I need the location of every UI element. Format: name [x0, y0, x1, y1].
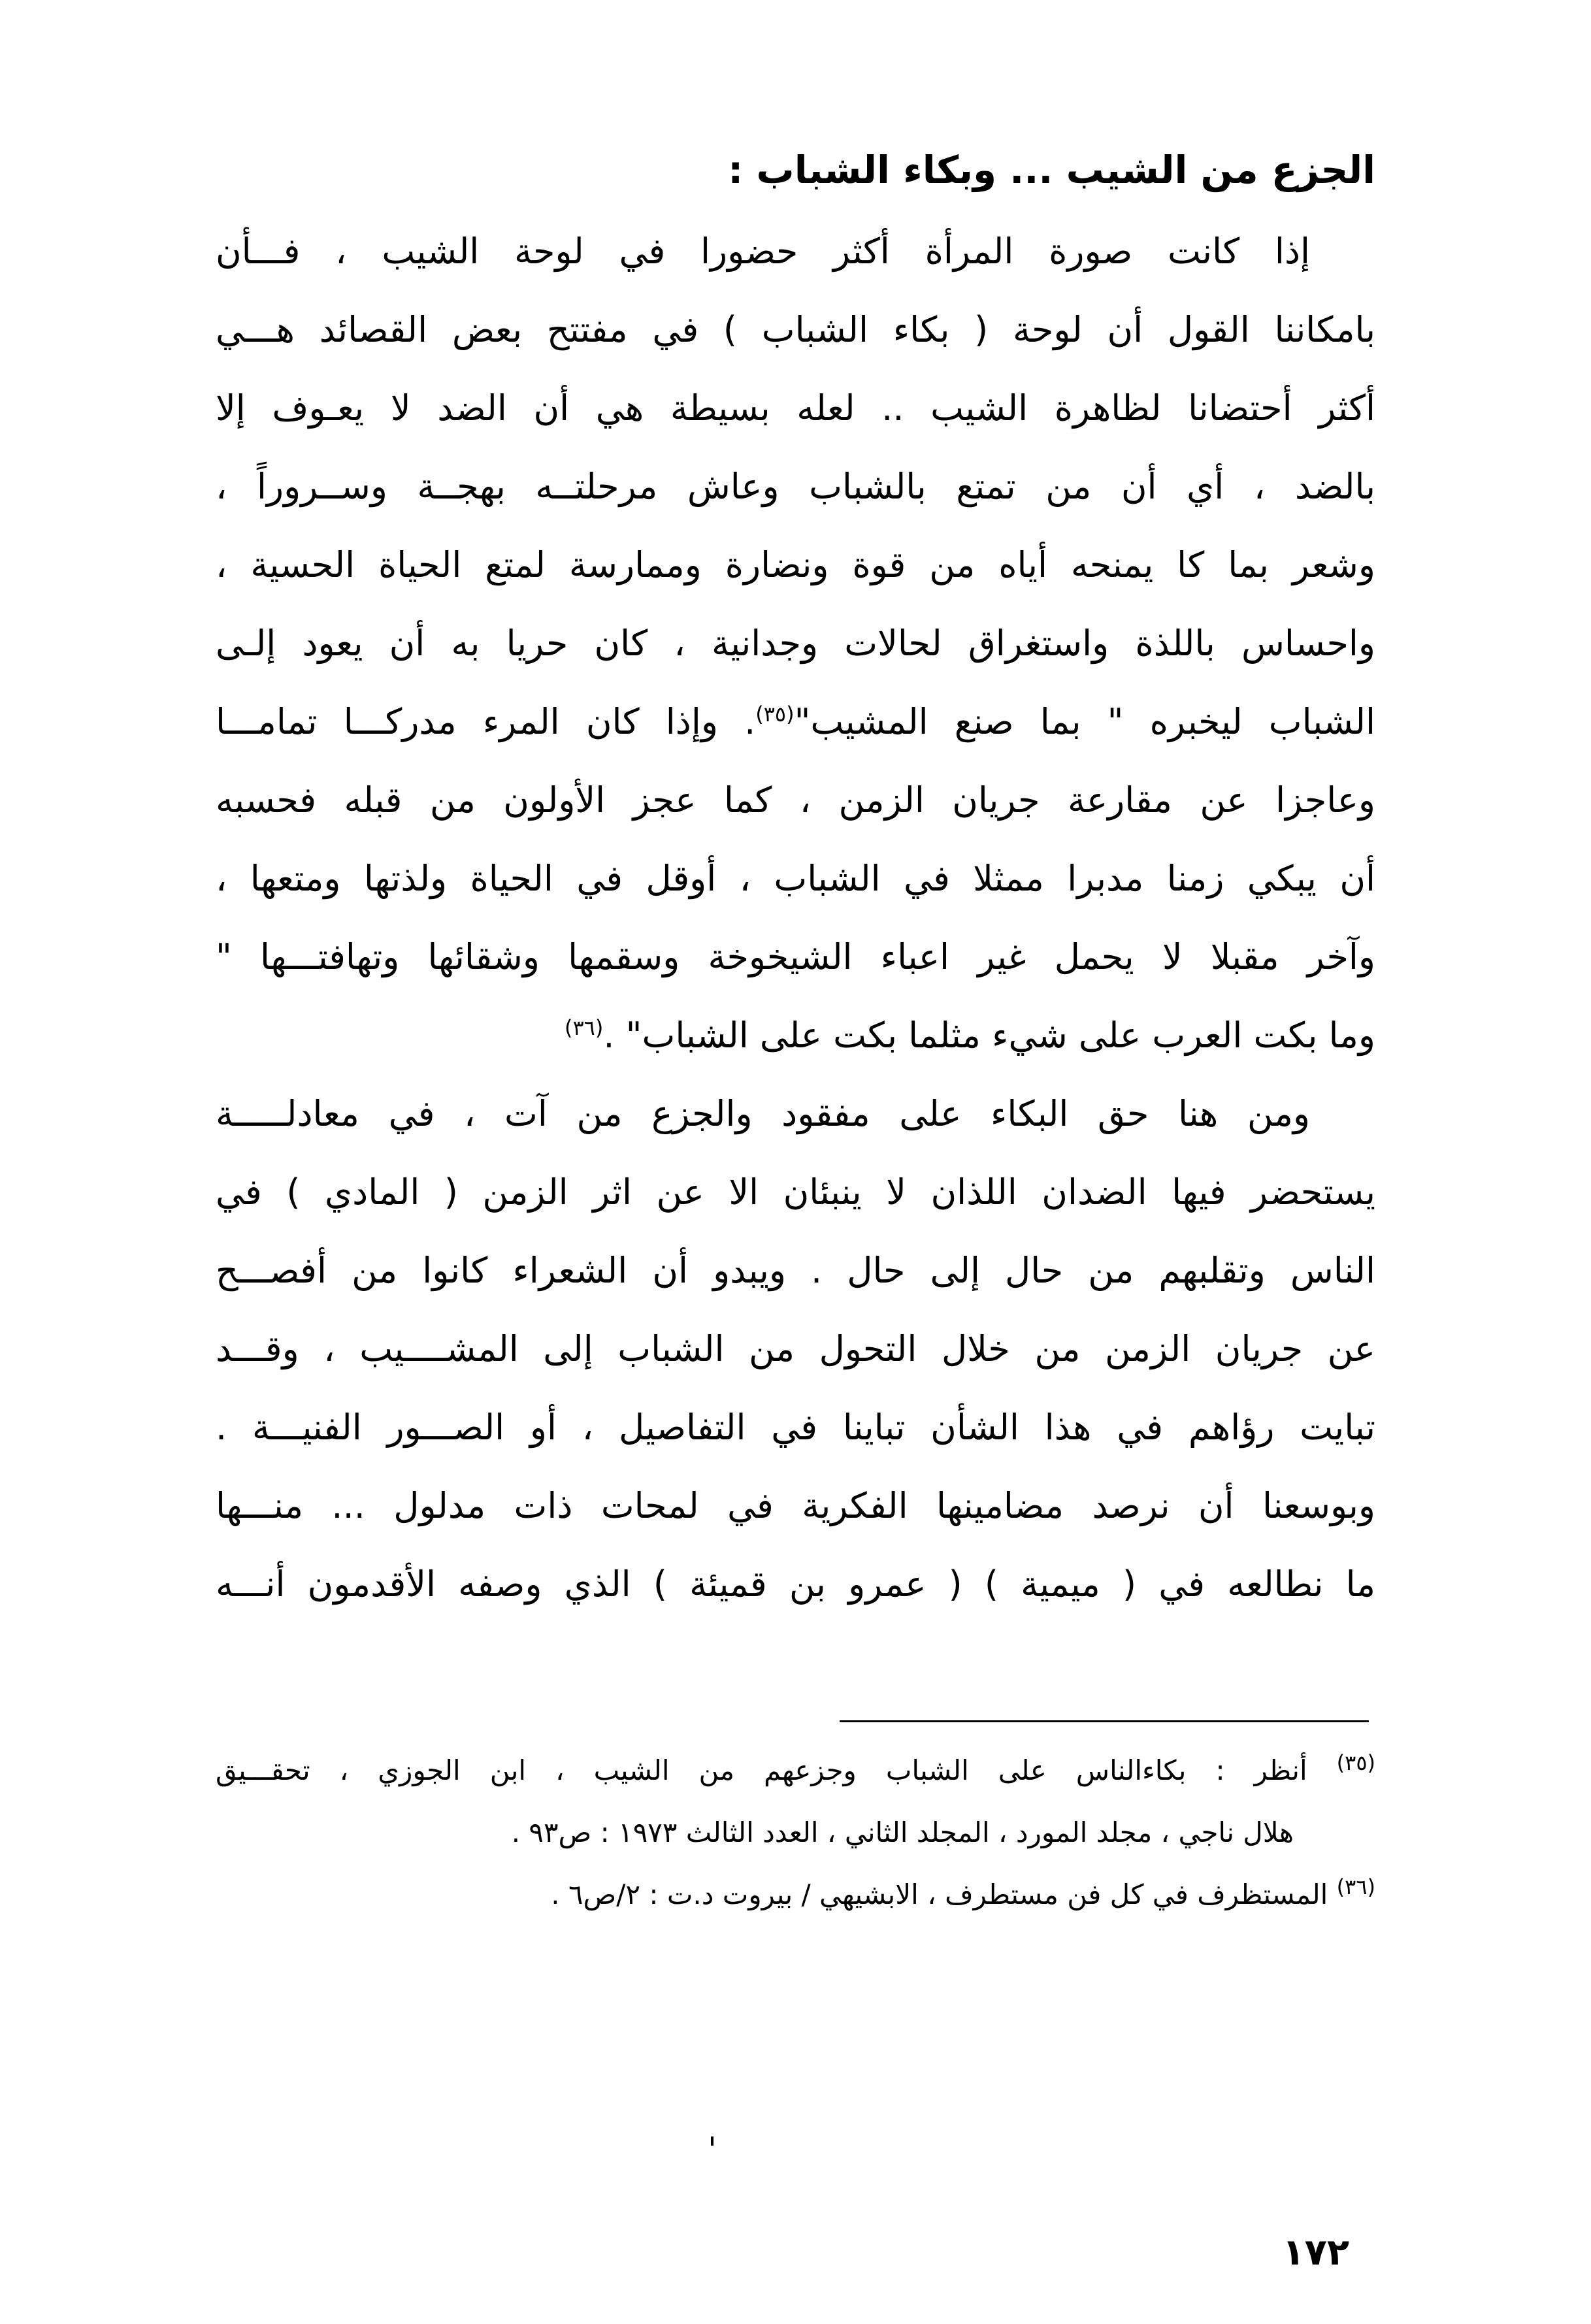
body-line: واحساس باللذة واستغراق لحالات وجدانية ، كان حريا به أن يعود إلـى	[216, 623, 1375, 664]
body-line: وبوسعنا أن نرصد مضامينها الفكرية في لمحات ذات مدلول ... منـــها	[216, 1485, 1375, 1526]
body-line-text: وما بكت العرب على شيء مثلما بكت على الشباب" .	[603, 1015, 1375, 1056]
body-line: بالضد ، أي أن من تمتع بالشباب وعاش مرحلتــه بهجــة وســروراً ،	[216, 466, 1375, 507]
body-line-with-ref	[216, 693, 1375, 758]
body-line: بامكاننا القول أن لوحة ( بكاء الشباب ) في مفتتح بعض القصائد هـــي	[216, 309, 1375, 350]
body-line-with-ref	[216, 1006, 1375, 1072]
footnote-35-continued: هلال ناجي ، مجلد المورد ، المجلد الثاني ، العدد الثالث ١٩٧٣ : ص٩٣ .	[511, 1816, 1294, 1848]
body-line-text: الشباب ليخبره " بما صنع المشيب"	[794, 701, 1375, 742]
footnote-text: أنظر : بكاءالناس على الشباب وجزعهم من الشيب ، ابن الجوزي ، تحقـــيق	[216, 1754, 1307, 1786]
body-line: تبايت رؤاهم في هذا الشأن تباينا في التفاصيل ، أو الصـــور الفنيـــة .	[216, 1407, 1375, 1448]
footnote-35	[216, 1748, 1375, 1800]
footnote-marker: (٣٦)	[1336, 1874, 1375, 1899]
body-line: ومن هنا حق البكاء على مفقود والجزع من آت ، في معادلـــــة	[216, 1093, 1310, 1134]
body-line: إذا كانت صورة المرأة أكثر حضورا في لوحة الشيب ، فـــأن	[216, 231, 1310, 272]
scan-speck	[711, 2136, 713, 2146]
body-line: وعاجزا عن مقارعة جريان الزمن ، كما عجز الأولون من قبله فحسبه	[216, 779, 1375, 821]
body-line: ما نطالعه في ( ميمية ) ( عمرو بن قميئة ) الذي وصفه الأقدمون أنـــه	[216, 1563, 1375, 1605]
footnote-36	[551, 1872, 1375, 1924]
body-line: أكثر أحتضانا لظاهرة الشيب .. لعله بسيطة هي أن الضد لا يعـوف إلا	[216, 387, 1375, 429]
footnote-ref-36: (٣٦)	[564, 1015, 604, 1040]
body-line: عن جريان الزمن من خلال التحول من الشباب إلى المشــــيب ، وقـــد	[216, 1328, 1375, 1369]
body-line-tail: . وإذا كان المرء مدركـــا تمامـــا	[216, 701, 756, 742]
section-heading: الجزع من الشيب ... وبكاء الشباب :	[728, 148, 1375, 192]
footnote-ref-35: (٣٥)	[755, 702, 795, 727]
body-line: وآخر مقبلا لا يحمل غير اعباء الشيخوخة وسقمها وشقائها وتهافتـــها "	[216, 936, 1375, 977]
footnote-marker: (٣٥)	[1336, 1750, 1375, 1775]
footnote-separator	[840, 1720, 1369, 1722]
page-number: ١٧٢	[1282, 2231, 1349, 2274]
body-line: الناس وتقلبهم من حال إلى حال . ويبدو أن الشعراء كانوا من أفصـــح	[216, 1250, 1375, 1291]
footnote-text: المستظرف في كل فن مستطرف ، الابشيهي / بيروت د.ت : ٢/ص٦ .	[551, 1878, 1328, 1910]
body-line: يستحضر فيها الضدان اللذان لا ينبئان الا عن اثر الزمن ( المادي ) في	[216, 1171, 1375, 1213]
body-line: أن يبكي زمنا مدبرا ممثلا في الشباب ، أوقل في الحياة ولذتها ومتعها ،	[216, 858, 1375, 899]
body-line: وشعر بما كا يمنحه أياه من قوة ونضارة وممارسة لمتع الحياة الحسية ،	[216, 544, 1375, 585]
